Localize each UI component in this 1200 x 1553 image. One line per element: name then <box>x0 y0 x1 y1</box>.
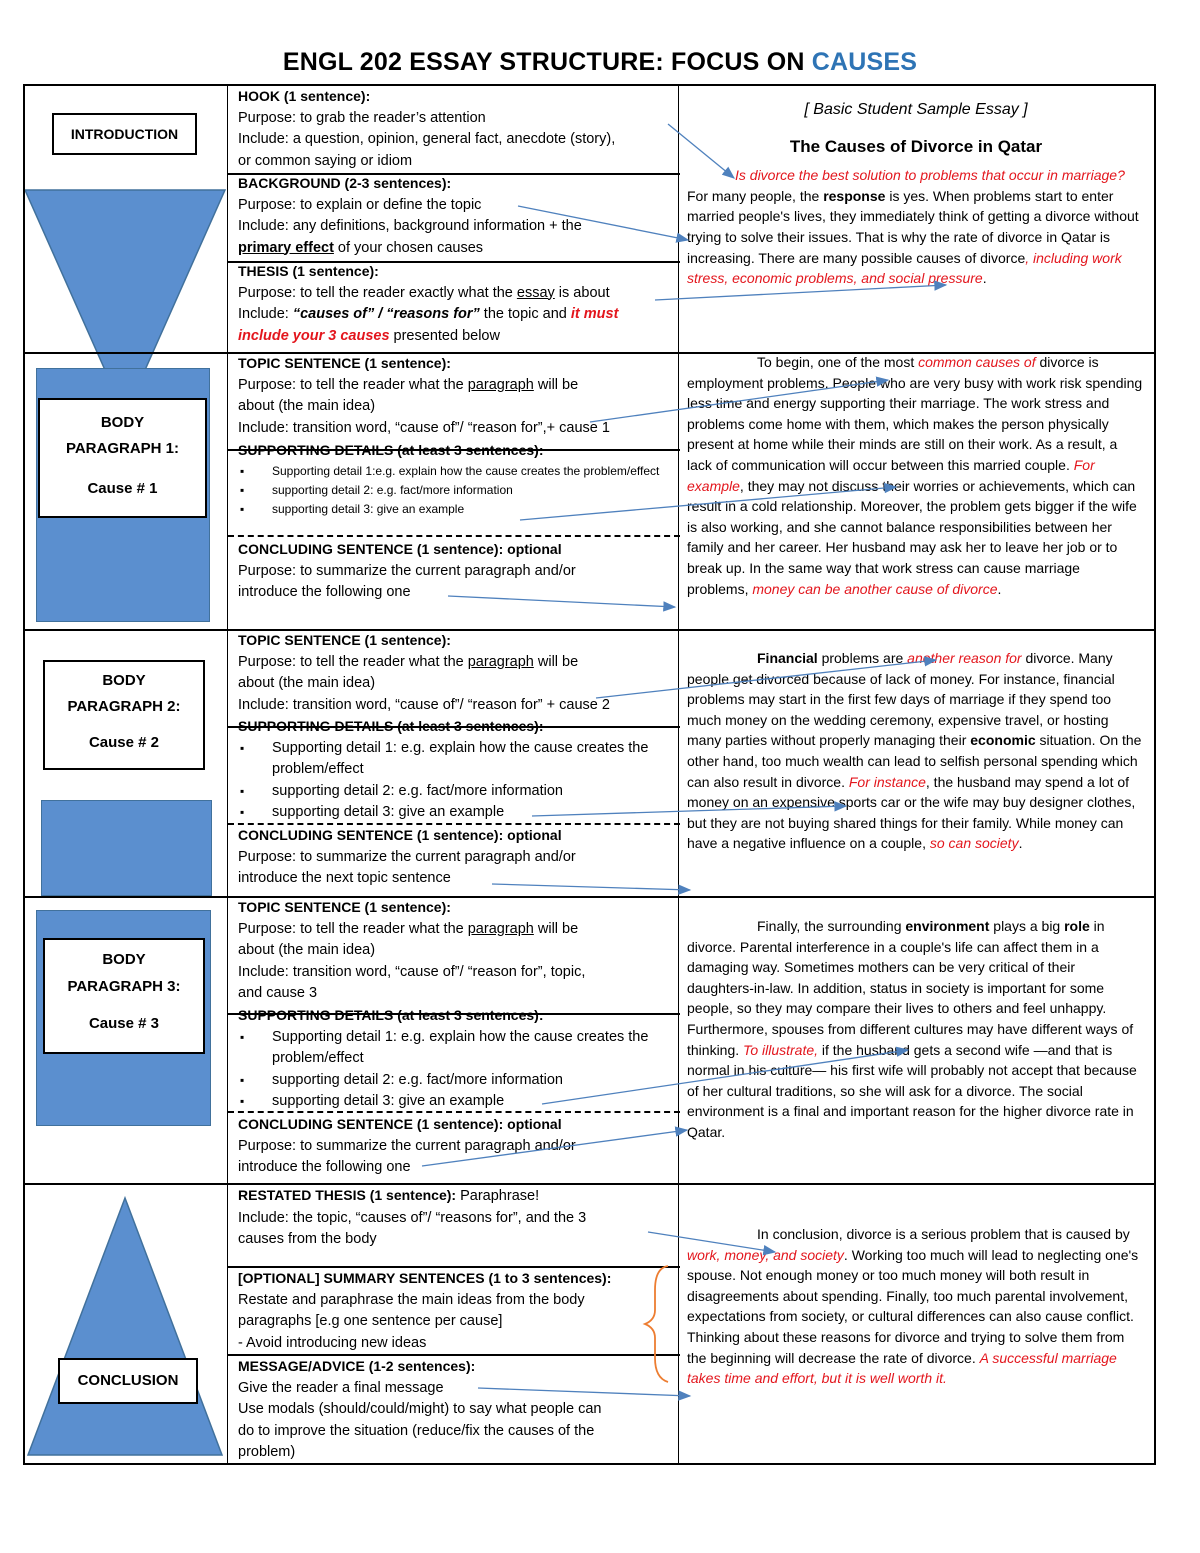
column-divider <box>227 86 228 1463</box>
list-item: ▪ supporting detail 2: e.g. fact/more information <box>238 481 670 500</box>
list-item: ▪ supporting detail 3: give an example <box>238 500 670 519</box>
intro-thesis: THESIS (1 sentence): Purpose: to tell the reader exactly what the essay is about Include: “causes of” / “reasons for” the topic and it must include your 3 causes presented below <box>238 263 619 344</box>
sample-essay-heading: [ Basic Student Sample Essay ] <box>804 101 1028 118</box>
body3-label: BODY PARAGRAPH 3: Cause # 3 <box>43 938 205 1054</box>
introduction-label: INTRODUCTION <box>52 113 197 155</box>
body3-concluding-sentence: CONCLUDING SENTENCE (1 sentence): optional Purpose: to summarize the current paragraph and/or introduce the following one <box>238 1116 576 1175</box>
list-item: ▪ Supporting detail 1: e.g. explain how the cause creates the problem/effect <box>238 1027 670 1070</box>
conclusion-summary: [OPTIONAL] SUMMARY SENTENCES (1 to 3 sentences): Restate and paraphrase the main ideas from the body paragraphs [e.g one sentence per cause] - Avoid introducing new ideas <box>238 1270 612 1351</box>
body1-concluding-sentence: CONCLUDING SENTENCE (1 sentence): optional Purpose: to summarize the current paragraph and/or introduce the following one <box>238 541 576 600</box>
essay-conclusion: In conclusion, divorce is a serious problem that is caused by work, money, and society. Working too much will lead to neglecting one's spouse. Not enough money or too much money will both result in disagreements about spending. Finally, too much parental involvement, expectations from society, or cultural differences can also cause conflict. Thinking about these reasons for divorce and trying to solve them from the beginning will decrease the rate of divorce. A successful marriage takes time and effort, but it is well worth it. <box>687 1226 1139 1387</box>
body3-topic-sentence: TOPIC SENTENCE (1 sentence): Purpose: to tell the reader what the paragraph will be about (the main idea) Include: transition word, “cause of”/ “reason for”, topic, and cause 3 <box>238 899 586 1001</box>
conclusion-restated-thesis: RESTATED THESIS (1 sentence): Paraphrase! Include: the topic, “causes of”/ “reasons for”, and the 3 causes from the body <box>238 1187 587 1247</box>
essay-title: The Causes of Divorce in Qatar <box>789 136 1043 156</box>
essay-introduction: [ Basic Student Sample Essay ] The Causes of Divorce in Qatar Is divorce the best solution to problems that occur in marriage? For many people, the response is yes. When problems start to enter married people's lives, they immediately think of getting a divorce without trying to solve their issues. That is why the rate of divorce in Qatar is increasing. There are many possible causes of divorce, including work stress, economic problems, and social pressure. <box>687 100 1145 289</box>
list-item: ▪ supporting detail 2: e.g. fact/more information <box>238 1070 670 1092</box>
body2-supporting-details: SUPPORTING DETAILS (at least 3 sentences): ▪ Supporting detail 1: e.g. explain how the cause creates the problem/effect ▪ supporting detail 2: e.g. fact/more information ▪ supporting detail 3: give an example <box>238 716 670 824</box>
intro-hook: HOOK (1 sentence): Purpose: to grab the reader’s attention Include: a question, opinion, general fact, anecdote (story), or common saying or idiom <box>238 88 616 169</box>
list-item: ▪ Supporting detail 1: e.g. explain how the cause creates the problem/effect <box>238 738 670 781</box>
list-item: ▪ Supporting detail 1:e.g. explain how the cause creates the problem/effect <box>238 462 670 481</box>
body3-supporting-details: SUPPORTING DETAILS (at least 3 sentences): ▪ Supporting detail 1: e.g. explain how the cause creates the problem/effect ▪ supporting detail 2: e.g. fact/more information ▪ supporting detail 3: give an example <box>238 1005 670 1113</box>
list-item: ▪ supporting detail 3: give an example <box>238 802 670 824</box>
column-divider <box>678 86 679 1463</box>
body2-label: BODY PARAGRAPH 2: Cause # 2 <box>43 660 205 770</box>
intro-background: BACKGROUND (2-3 sentences): Purpose: to explain or define the topic Include: any definitions, background information + the primary effect of your chosen causes <box>238 175 582 256</box>
essay-body2: Financial problems are another reason for divorce. Many people get divorced because of lack of money. For instance, financial problems may start in the first few days of marriage if they spend too much money on the wedding ceremony, expensive travel, or hosting many parties without properly managing their economic situation. On the other hand, too much wealth can lead to selfish personal spending which can also result in divorce. For instance, the husband may spend a lot of money on an expensive sports car or the wife may buy designer clothes, but they are not buying shared things for their family. While money can have a negative influence on a couple, so can society. <box>687 650 1142 852</box>
body2-topic-sentence: TOPIC SENTENCE (1 sentence): Purpose: to tell the reader what the paragraph will be about (the main idea) Include: transition word, “cause of”/ “reason for” + cause 2 <box>238 632 610 713</box>
essay-body3: Finally, the surrounding environment plays a big role in divorce. Parental interference in a couple's life can affect them in a damaging way. Sometimes mothers can be very critical of their daughters-in-law. In addition, status in society is important for some people, so they may compare their lives to others and feel unhappy. Furthermore, spouses from different cultures may have different ways of thinking. To illustrate, if the husband gets a second wife —and that is normal in his culture— his first wife will probably not accept that because of her cultural traditions, so she will ask for a divorce. The social environment is a final and important reason for the higher divorce rate in Qatar. <box>687 918 1137 1140</box>
body1-supporting-details: SUPPORTING DETAILS (at least 3 sentences): ▪ Supporting detail 1:e.g. explain how the cause creates the problem/effect ▪ supporting detail 2: e.g. fact/more information ▪ supporting detail 3: give an example <box>238 440 670 519</box>
list-item: ▪ supporting detail 2: e.g. fact/more information <box>238 781 670 803</box>
conclusion-message-advice: MESSAGE/ADVICE (1-2 sentences): Give the reader a final message Use modals (should/could/might) to say what people can do to improve the situation (reduce/fix the causes of the problem) <box>238 1358 602 1460</box>
body2-concluding-sentence: CONCLUDING SENTENCE (1 sentence): optional Purpose: to summarize the current paragraph and/or introduce the next topic sentence <box>238 827 576 886</box>
body1-label: BODY PARAGRAPH 1: Cause # 1 <box>38 398 207 518</box>
list-item: ▪ supporting detail 3: give an example <box>238 1091 670 1113</box>
page-title: ENGL 202 ESSAY STRUCTURE: FOCUS ON CAUSES <box>282 48 918 76</box>
conclusion-label: CONCLUSION <box>58 1358 198 1404</box>
body1-topic-sentence: TOPIC SENTENCE (1 sentence): Purpose: to tell the reader what the paragraph will be about (the main idea) Include: transition word, “cause of”/ “reason for”,+ cause 1 <box>238 355 610 436</box>
essay-body1: To begin, one of the most common causes of divorce is employment problems. People who are very busy with work risk spending less time and energy supporting their marriage. The work stress and problems come home with them, which makes the person physically present at home while their minds are still on their work. As a result, a lack of communication will occur between this married couple. For example, they may not discuss their worries or achievements, which can result in a cold relationship. Moreover, the problem gets bigger if the wife is also working, and she cannot balance responsibilities between her family and her career. Her husband may ask her to leave her job or to break up. In the same way that work stress can cause marriage problems, money can be another cause of divorce. <box>687 354 1143 597</box>
